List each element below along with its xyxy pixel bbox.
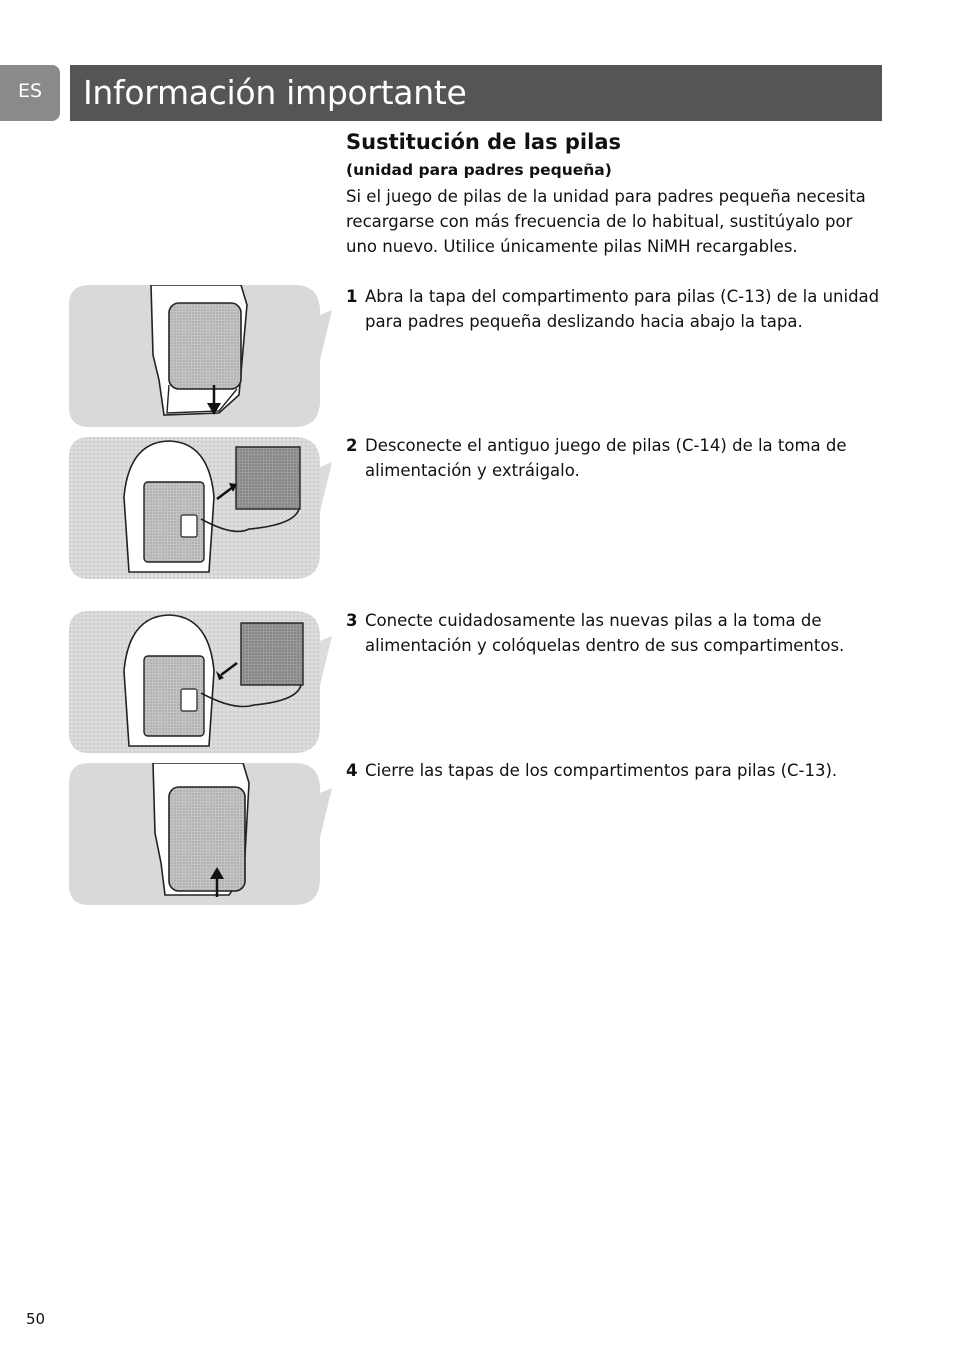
step-text: Abra la tapa del compartimento para pilas (C-13) de la unidad para padres pequeña deslizando hacia abajo la tapa. xyxy=(365,287,880,331)
section-title: Sustitución de las pilas xyxy=(346,130,621,154)
illustration-open-cover xyxy=(69,285,334,427)
step-number: 4 xyxy=(346,761,358,780)
step-text: Desconecte el antiguo juego de pilas (C-14) de la toma de alimentación y extráigalo. xyxy=(365,436,847,480)
language-tab: ES xyxy=(0,65,60,121)
step-1 xyxy=(346,284,886,334)
step-text: Conecte cuidadosamente las nuevas pilas a la toma de alimentación y colóquelas dentro de sus compartimentos. xyxy=(365,611,845,655)
step-2 xyxy=(346,433,886,483)
section-subtitle: (unidad para padres pequeña) xyxy=(346,161,612,179)
illustration-connect-battery xyxy=(69,611,334,753)
step-text: Cierre las tapas de los compartimentos para pilas (C-13). xyxy=(365,761,838,780)
step-number: 3 xyxy=(346,611,358,630)
title-bar xyxy=(70,65,882,121)
step-number: 2 xyxy=(346,436,358,455)
illustration-close-cover xyxy=(69,763,334,905)
page-title: Información importante xyxy=(83,73,467,112)
illustration-disconnect-battery xyxy=(69,437,334,579)
intro-paragraph: Si el juego de pilas de la unidad para padres pequeña necesita recargarse con más frecuencia de lo habitual, sustitúyalo por uno nuevo. Utilice únicamente pilas NiMH recargables. xyxy=(346,187,866,256)
step-4 xyxy=(346,758,886,783)
page-number: 50 xyxy=(26,1310,46,1328)
step-number: 1 xyxy=(346,287,358,306)
step-3 xyxy=(346,608,886,658)
